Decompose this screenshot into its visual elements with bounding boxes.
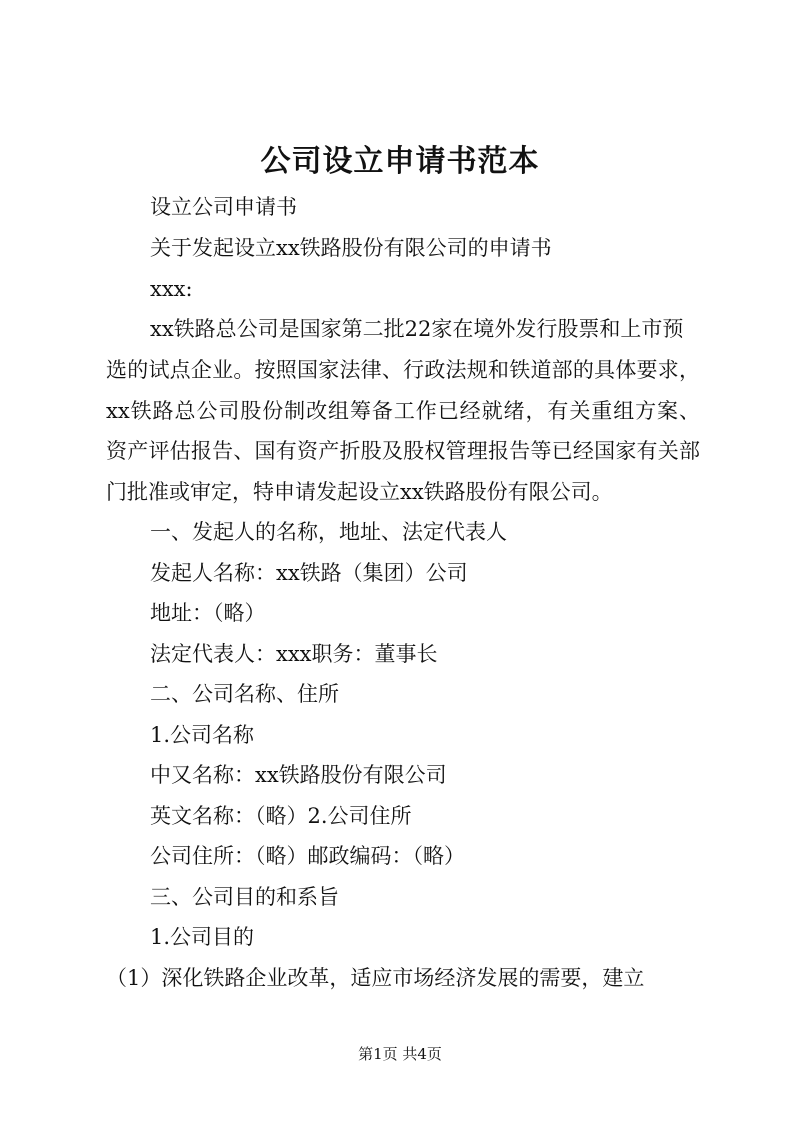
subsection-heading: 1.公司目的 bbox=[150, 925, 255, 949]
paragraph-line: 发起人名称：xx铁路（集团）公司 bbox=[150, 561, 468, 585]
paragraph-line: 法定代表人：xxx职务：董事长 bbox=[150, 642, 438, 666]
paragraph-line: 公司住所：（略）邮政编码：（略） bbox=[150, 844, 465, 868]
paragraph-line: （1）深化铁路企业改革，适应市场经济发展的需要，建立 bbox=[106, 966, 645, 990]
paragraph-line: 设立公司申请书 bbox=[150, 195, 297, 219]
document-title: 公司设立申请书范本 bbox=[260, 144, 540, 179]
section-heading: 一、发起人的名称，地址、法定代表人 bbox=[150, 520, 507, 544]
paragraph-line: 选的试点企业。按照国家法律、行政法规和铁道部的具体要求， bbox=[106, 358, 700, 382]
paragraph-line: 资产评估报告、国有资产折股及股权管理报告等已经国家有关部 bbox=[106, 439, 700, 463]
salutation-line: xxx: bbox=[150, 277, 193, 301]
paragraph-line: 中又名称：xx铁路股份有限公司 bbox=[150, 763, 447, 787]
section-heading: 三、公司目的和系旨 bbox=[150, 885, 339, 909]
paragraph-line: 地址：（略） bbox=[150, 601, 266, 625]
paragraph-line: 英文名称：（略）2.公司住所 bbox=[150, 804, 412, 828]
page-footer: 第1页 共4页 bbox=[358, 1045, 442, 1063]
section-heading: 二、公司名称、住所 bbox=[150, 682, 339, 706]
paragraph-line: xx铁路总公司股份制改组筹备工作已经就绪，有关重组方案、 bbox=[106, 399, 700, 423]
paragraph-line: xx铁路总公司是国家第二批22家在境外发行股票和上市预 bbox=[150, 317, 684, 341]
paragraph-line: 门批准或审定，特申请发起设立xx铁路股份有限公司。 bbox=[106, 480, 613, 504]
subsection-heading: 1.公司名称 bbox=[150, 723, 255, 747]
paragraph-line: 关于发起设立xx铁路股份有限公司的申请书 bbox=[150, 236, 552, 260]
